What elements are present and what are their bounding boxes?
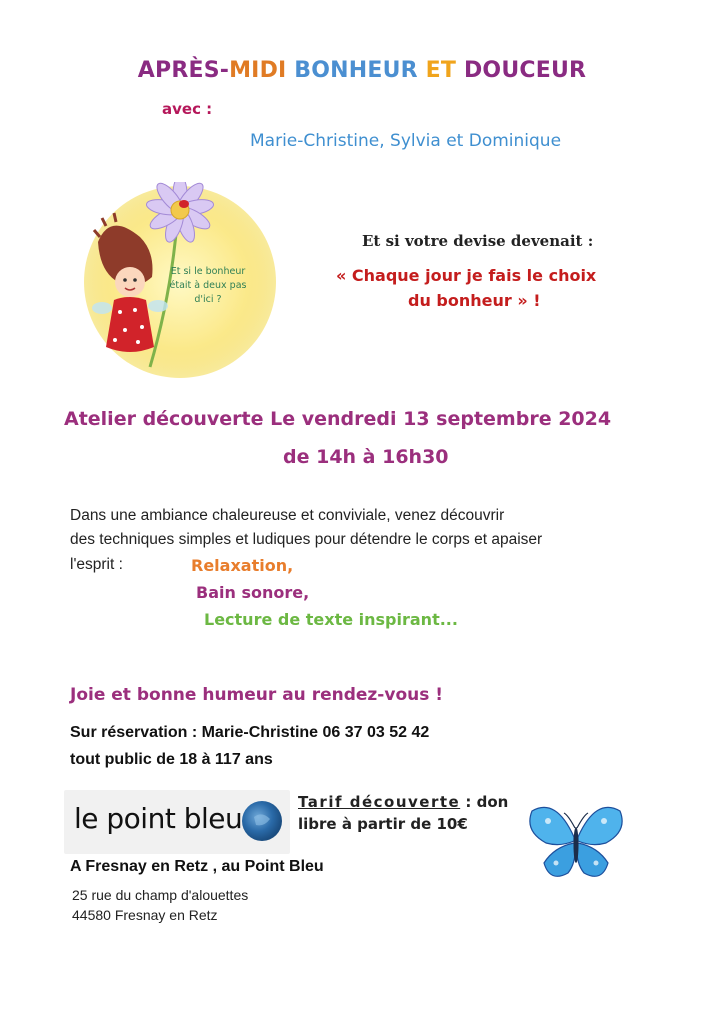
audience-line: tout public de 18 à 117 ans [70,751,273,768]
event-date-line: Atelier découverte Le vendredi 13 septembre 2024 [64,408,612,430]
activity-relaxation: Relaxation, [191,556,294,575]
tarif-line [298,793,508,811]
devise-quote-line: « Chaque jour je fais le choix [336,266,597,285]
description-line: des techniques simples et ludiques pour détendre le corps et apaiser [70,531,543,548]
girl-flower-illustration [80,182,280,382]
illustration-caption-line: Et si le bonheur [170,266,246,277]
location-title: A Fresnay en Retz , au Point Bleu [70,858,324,875]
description-line: l'esprit : [70,556,123,573]
point-bleu-logo [64,790,290,854]
avec-label: avec : [162,100,213,118]
title-part: DOUCEUR [463,58,587,83]
hosts-names: Marie-Christine, Sylvia et Dominique [250,131,562,151]
illustration-caption-line: était à deux pas [169,280,247,291]
event-time-line: de 14h à 16h30 [283,446,449,468]
tarif-label-suffix: : don [460,793,509,811]
title-part: ET [425,58,464,83]
description-line: Dans une ambiance chaleureuse et conviviale, venez découvrir [70,507,505,524]
title-part: MIDI [229,58,295,83]
title-part: APRÈS- [137,58,230,83]
devise-intro: Et si votre devise devenait : [362,232,594,250]
page-title [0,58,724,83]
logo-text: le point bleu [74,802,243,835]
butterfly-icon [526,797,626,887]
activity-lecture: Lecture de texte inspirant... [204,610,458,629]
address-line: 44580 Fresnay en Retz [72,907,218,923]
illustration-caption-line: d'ici ? [194,294,222,305]
joie-line: Joie et bonne humeur au rendez-vous ! [70,685,444,705]
reservation-line: Sur réservation : Marie-Christine 06 37 03 52 42 [70,724,430,741]
activity-bain-sonore: Bain sonore, [196,583,310,602]
blue-circle-icon [240,799,284,843]
tarif-price-line: libre à partir de 10€ [298,815,468,833]
title-part: BONHEUR [294,58,426,83]
devise-quote-line: du bonheur » ! [408,291,541,310]
tarif-label: Tarif découverte [298,793,461,811]
address-line: 25 rue du champ d'alouettes [72,887,249,903]
